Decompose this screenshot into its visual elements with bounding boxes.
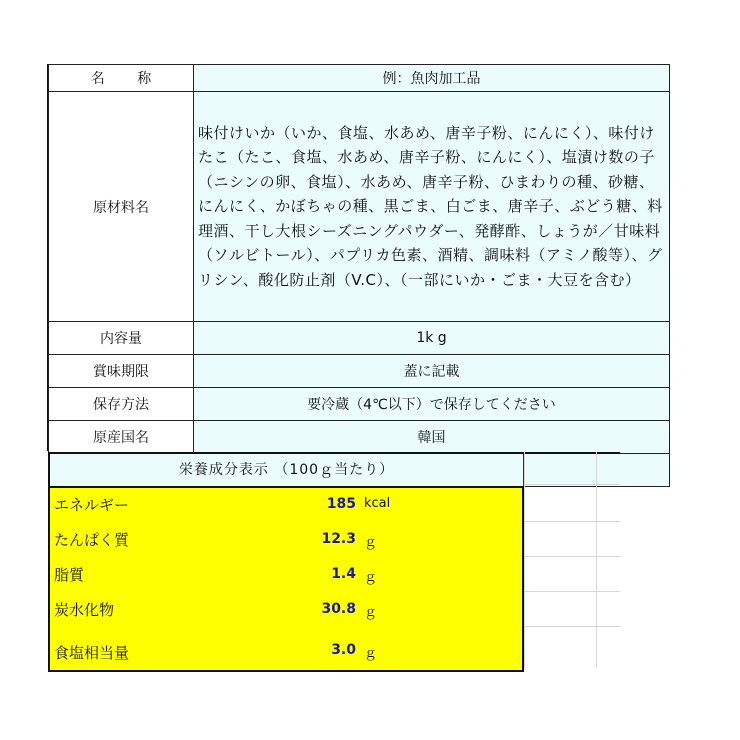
nutrient-unit: ｇ — [364, 646, 378, 661]
nutrient-value: 30.8 — [321, 601, 356, 617]
row-origin — [49, 421, 670, 454]
nutrient-unit: kcal — [364, 496, 391, 511]
nutrition-row-fat — [50, 558, 522, 593]
nutrient-value: 1.4 — [331, 566, 356, 582]
nutrient-name: 脂質 — [54, 566, 85, 584]
nutrient-name: たんぱく質 — [54, 531, 130, 549]
row-ingredients — [49, 92, 670, 322]
nutrient-name: 食塩相当量 — [54, 644, 130, 662]
key-origin: 原産国名 — [49, 421, 194, 454]
nutrient-unit: ｇ — [364, 570, 378, 585]
row-best-before — [49, 355, 670, 388]
value-best-before: 蓋に記載 — [194, 355, 670, 388]
nutrition-table — [48, 486, 524, 672]
value-storage: 要冷蔵（4℃以下）で保存してください — [194, 388, 670, 421]
nutrient-name: 炭水化物 — [54, 601, 115, 619]
gridline — [524, 484, 620, 485]
gridline — [524, 521, 620, 522]
key-product-name: 名 称 — [49, 65, 194, 92]
nutrition-row-salt — [50, 628, 522, 670]
row-product-name — [49, 65, 670, 92]
nutrient-name: エネルギー — [54, 496, 130, 514]
key-ingredients: 原材料名 — [49, 92, 194, 322]
value-origin: 韓国 — [194, 421, 670, 454]
value-net-content: 1k g — [194, 322, 670, 355]
key-best-before: 賞味期限 — [49, 355, 194, 388]
key-net-content: 内容量 — [49, 322, 194, 355]
gridline — [524, 556, 620, 557]
nutrition-row-protein — [50, 523, 522, 558]
nutrition-row-carbohydrate — [50, 593, 522, 628]
value-ingredients: 味付けいか（いか、食塩、水あめ、唐辛子粉、にんにく）、味付けたこ（たこ、食塩、水あめ、唐辛子粉、にんにく）、塩漬け数の子（ニシンの卵、食塩）、水あめ、唐辛子粉、ひまわりの種、砂糖、にんにく、かぼちゃの種、黒ごま、白ごま、唐辛子、ぶどう糖、料理酒、干し大根シーズニングパウダー、発酵酢、しょうが／甘味料（ソルビトール）、パプリカ色素、酒精、調味料（アミノ酸等）、グリシン、酸化防止剤（V.C）、（一部にいか・ごま・大豆を含む） — [194, 92, 670, 322]
nutrient-value: 12.3 — [321, 531, 356, 547]
row-storage — [49, 388, 670, 421]
nutrient-unit: ｇ — [364, 605, 378, 620]
nutrition-title: 栄養成分表示 （100ｇ当たり） — [48, 452, 524, 486]
value-product-name: 例：魚肉加工品 — [194, 65, 670, 92]
nutrient-value: 185 — [326, 496, 356, 512]
nutrition-row-energy — [50, 488, 522, 523]
gridline — [524, 626, 620, 627]
nutrition-facts — [48, 452, 524, 672]
gridline — [524, 591, 620, 592]
nutrient-value: 3.0 — [331, 642, 356, 658]
nutrient-unit: ｇ — [364, 535, 378, 550]
spreadsheet-gridlines — [524, 452, 620, 668]
row-net-content — [49, 322, 670, 355]
key-storage: 保存方法 — [49, 388, 194, 421]
product-label-table — [48, 64, 670, 487]
